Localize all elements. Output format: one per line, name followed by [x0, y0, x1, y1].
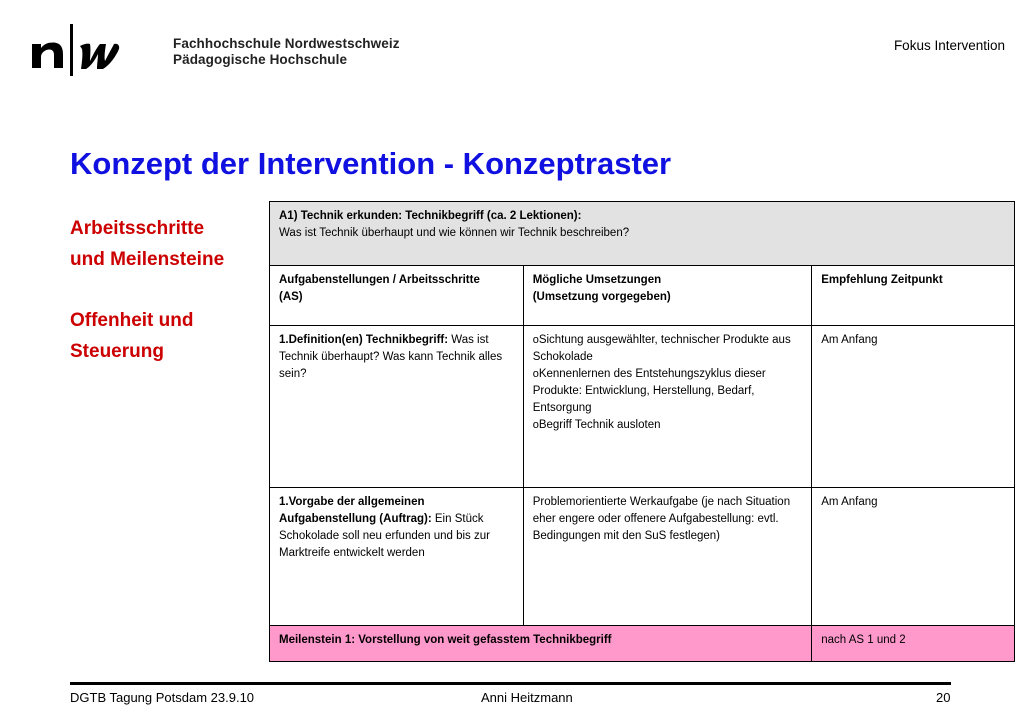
column-header-tasks-line1: Aufgabenstellungen / Arbeitsschritte — [279, 274, 480, 286]
sidebar-topic-1-line2: und Meilensteine — [70, 249, 225, 270]
table-header-row — [270, 202, 1015, 266]
task-description: Ein Stück Schokolade soll neu erfunden und bis zur Marktreife entwickelt werden — [279, 513, 490, 559]
list-item — [533, 417, 803, 434]
task-description: Was ist Technik überhaupt? Was kann Technik alles sein? — [279, 334, 503, 380]
sidebar-topic-2-line2: Steuerung — [70, 341, 164, 362]
timing-cell: Am Anfang — [812, 326, 1015, 488]
page-title: Konzept der Intervention - Konzeptraster — [70, 146, 672, 181]
task-cell — [270, 326, 524, 488]
institution-name-line2: Pädagogische Hochschule — [173, 52, 348, 67]
nw-logo-icon — [30, 22, 150, 78]
list-item-text: Sichtung ausgewählter, technischer Produkte aus Schokolade — [532, 334, 791, 363]
list-item-text: Kennenlernen des Entstehungszyklus dieser Produkte: Entwicklung, Herstellung, Bedarf, Entsorgung — [532, 368, 766, 414]
section-label: Fokus Intervention — [893, 38, 1005, 53]
table-header-cell — [270, 202, 1015, 266]
column-header-tasks-line2: (AS) — [279, 291, 303, 303]
bullet-circle-icon: o — [532, 368, 539, 380]
footer-event: DGTB Tagung Potsdam 23.9.10 — [70, 690, 255, 705]
concept-table — [269, 201, 1015, 662]
implementation-cell: Problemorientierte Werkaufgabe (je nach Situation eher engere oder offenere Aufgabestellung: evtl. Bedingungen mit den SuS festlegen) — [523, 488, 812, 626]
list-item-text: Begriff Technik ausloten — [538, 419, 661, 431]
milestone-label: Meilenstein 1: Vorstellung von weit gefasstem Technikbegriff — [270, 626, 812, 662]
list-item — [533, 332, 803, 366]
implementation-cell — [523, 326, 812, 488]
column-header-implementation — [523, 266, 812, 326]
column-header-tasks — [270, 266, 524, 326]
task-cell — [270, 488, 524, 626]
institution-name-line1: Fachhochschule Nordwestschweiz — [173, 36, 400, 51]
column-header-implementation-line2: (Umsetzung vorgegeben) — [532, 291, 671, 303]
timing-cell: Am Anfang — [812, 488, 1015, 626]
institution-logo — [30, 22, 400, 78]
column-header-timing: Empfehlung Zeitpunkt — [812, 266, 1015, 326]
bullet-circle-icon: o — [532, 334, 539, 346]
footer-author: Anni Heitzmann — [481, 690, 573, 705]
table-row — [270, 488, 1015, 626]
table-header-subtitle: Was ist Technik überhaupt und wie können wir Technik beschreiben? — [279, 227, 630, 239]
task-title: 1.Vorgabe der allgemeinen Aufgabenstellung (Auftrag): — [279, 496, 432, 525]
sidebar-topic-1-line1: Arbeitsschritte — [70, 218, 205, 239]
table-header-title: A1) Technik erkunden: Technikbegriff (ca. 2 Lektionen): — [279, 210, 582, 222]
institution-name — [173, 36, 400, 68]
sidebar-topic-2-line1: Offenheit und — [70, 310, 194, 331]
milestone-row — [270, 626, 1015, 662]
footer-divider — [70, 682, 951, 685]
task-title: 1.Definition(en) Technikbegriff: — [279, 334, 449, 346]
table-row — [270, 326, 1015, 488]
column-header-row — [270, 266, 1015, 326]
milestone-timing: nach AS 1 und 2 — [812, 626, 1015, 662]
list-item — [533, 366, 803, 417]
sidebar-topics — [70, 213, 270, 367]
bullet-circle-icon: o — [532, 419, 539, 431]
page-number: 20 — [936, 690, 951, 705]
column-header-implementation-line1: Mögliche Umsetzungen — [532, 274, 662, 286]
